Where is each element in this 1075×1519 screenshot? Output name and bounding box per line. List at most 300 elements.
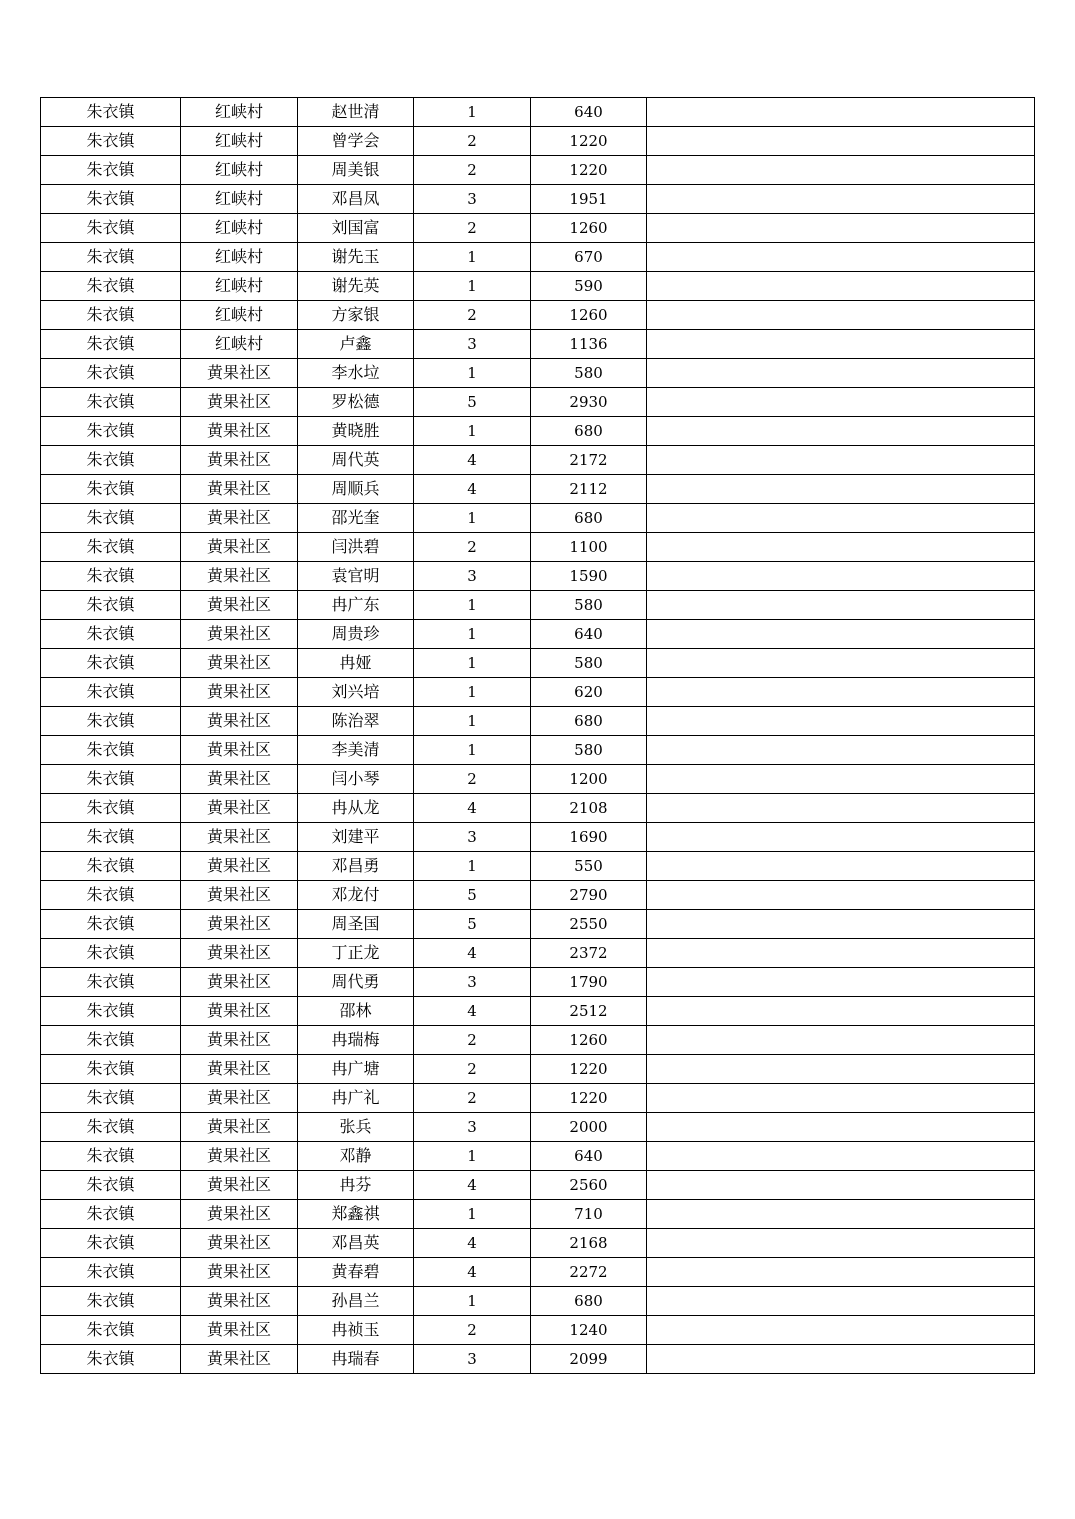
village-cell: 黄果社区 xyxy=(181,359,298,388)
table-row xyxy=(41,446,1035,475)
village-cell: 黄果社区 xyxy=(181,1258,298,1287)
remark-cell xyxy=(647,939,1035,968)
table-row xyxy=(41,1258,1035,1287)
amount-cell: 1220 xyxy=(531,1055,647,1084)
village-cell: 黄果社区 xyxy=(181,504,298,533)
town-cell: 朱衣镇 xyxy=(41,1200,181,1229)
amount-cell: 1790 xyxy=(531,968,647,997)
count-cell: 2 xyxy=(414,127,531,156)
town-cell: 朱衣镇 xyxy=(41,649,181,678)
count-cell: 2 xyxy=(414,1316,531,1345)
name-cell: 刘国富 xyxy=(298,214,414,243)
amount-cell: 640 xyxy=(531,1142,647,1171)
count-cell: 1 xyxy=(414,649,531,678)
remark-cell xyxy=(647,1026,1035,1055)
town-cell: 朱衣镇 xyxy=(41,1084,181,1113)
table-row xyxy=(41,504,1035,533)
remark-cell xyxy=(647,649,1035,678)
town-cell: 朱衣镇 xyxy=(41,98,181,127)
village-cell: 黄果社区 xyxy=(181,881,298,910)
remark-cell xyxy=(647,98,1035,127)
count-cell: 1 xyxy=(414,678,531,707)
remark-cell xyxy=(647,330,1035,359)
amount-cell: 2372 xyxy=(531,939,647,968)
table-row xyxy=(41,330,1035,359)
name-cell: 郑鑫祺 xyxy=(298,1200,414,1229)
table-row xyxy=(41,1229,1035,1258)
town-cell: 朱衣镇 xyxy=(41,1113,181,1142)
village-cell: 红峡村 xyxy=(181,272,298,301)
name-cell: 邓昌勇 xyxy=(298,852,414,881)
remark-cell xyxy=(647,881,1035,910)
remark-cell xyxy=(647,1287,1035,1316)
name-cell: 周贵珍 xyxy=(298,620,414,649)
village-cell: 黄果社区 xyxy=(181,446,298,475)
count-cell: 3 xyxy=(414,562,531,591)
amount-cell: 1220 xyxy=(531,127,647,156)
village-cell: 黄果社区 xyxy=(181,562,298,591)
table-row xyxy=(41,1200,1035,1229)
count-cell: 4 xyxy=(414,939,531,968)
village-cell: 黄果社区 xyxy=(181,678,298,707)
town-cell: 朱衣镇 xyxy=(41,272,181,301)
table-row xyxy=(41,881,1035,910)
amount-cell: 2272 xyxy=(531,1258,647,1287)
town-cell: 朱衣镇 xyxy=(41,1258,181,1287)
count-cell: 2 xyxy=(414,1026,531,1055)
table-row xyxy=(41,562,1035,591)
village-cell: 黄果社区 xyxy=(181,1171,298,1200)
count-cell: 4 xyxy=(414,1229,531,1258)
count-cell: 3 xyxy=(414,823,531,852)
name-cell: 闫小琴 xyxy=(298,765,414,794)
village-cell: 红峡村 xyxy=(181,301,298,330)
remark-cell xyxy=(647,765,1035,794)
amount-cell: 2512 xyxy=(531,997,647,1026)
town-cell: 朱衣镇 xyxy=(41,823,181,852)
amount-cell: 1240 xyxy=(531,1316,647,1345)
town-cell: 朱衣镇 xyxy=(41,1055,181,1084)
table-row xyxy=(41,1345,1035,1374)
amount-cell: 680 xyxy=(531,504,647,533)
count-cell: 1 xyxy=(414,736,531,765)
amount-cell: 620 xyxy=(531,678,647,707)
village-cell: 黄果社区 xyxy=(181,1142,298,1171)
amount-cell: 1260 xyxy=(531,1026,647,1055)
table-row xyxy=(41,910,1035,939)
name-cell: 冉祯玉 xyxy=(298,1316,414,1345)
amount-cell: 1220 xyxy=(531,156,647,185)
remark-cell xyxy=(647,388,1035,417)
amount-cell: 670 xyxy=(531,243,647,272)
name-cell: 冉广东 xyxy=(298,591,414,620)
table-row xyxy=(41,707,1035,736)
town-cell: 朱衣镇 xyxy=(41,504,181,533)
table-row xyxy=(41,272,1035,301)
name-cell: 黄春碧 xyxy=(298,1258,414,1287)
count-cell: 1 xyxy=(414,504,531,533)
name-cell: 孙昌兰 xyxy=(298,1287,414,1316)
town-cell: 朱衣镇 xyxy=(41,127,181,156)
table-row xyxy=(41,1316,1035,1345)
table-row xyxy=(41,156,1035,185)
town-cell: 朱衣镇 xyxy=(41,388,181,417)
count-cell: 4 xyxy=(414,1258,531,1287)
table-row xyxy=(41,533,1035,562)
table-row xyxy=(41,388,1035,417)
amount-cell: 2000 xyxy=(531,1113,647,1142)
village-cell: 黄果社区 xyxy=(181,968,298,997)
data-table xyxy=(40,97,1035,1374)
table-row xyxy=(41,939,1035,968)
remark-cell xyxy=(647,185,1035,214)
name-cell: 邓龙付 xyxy=(298,881,414,910)
remark-cell xyxy=(647,1258,1035,1287)
name-cell: 方家银 xyxy=(298,301,414,330)
name-cell: 周顺兵 xyxy=(298,475,414,504)
name-cell: 邓昌凤 xyxy=(298,185,414,214)
count-cell: 1 xyxy=(414,707,531,736)
count-cell: 1 xyxy=(414,417,531,446)
village-cell: 黄果社区 xyxy=(181,388,298,417)
remark-cell xyxy=(647,707,1035,736)
name-cell: 张兵 xyxy=(298,1113,414,1142)
amount-cell: 550 xyxy=(531,852,647,881)
name-cell: 赵世清 xyxy=(298,98,414,127)
name-cell: 刘建平 xyxy=(298,823,414,852)
remark-cell xyxy=(647,1316,1035,1345)
town-cell: 朱衣镇 xyxy=(41,968,181,997)
town-cell: 朱衣镇 xyxy=(41,475,181,504)
count-cell: 5 xyxy=(414,881,531,910)
amount-cell: 2172 xyxy=(531,446,647,475)
town-cell: 朱衣镇 xyxy=(41,243,181,272)
village-cell: 黄果社区 xyxy=(181,765,298,794)
name-cell: 丁正龙 xyxy=(298,939,414,968)
table-row xyxy=(41,417,1035,446)
table-row xyxy=(41,475,1035,504)
amount-cell: 580 xyxy=(531,359,647,388)
town-cell: 朱衣镇 xyxy=(41,678,181,707)
count-cell: 1 xyxy=(414,272,531,301)
amount-cell: 1200 xyxy=(531,765,647,794)
count-cell: 2 xyxy=(414,301,531,330)
count-cell: 1 xyxy=(414,591,531,620)
remark-cell xyxy=(647,1229,1035,1258)
remark-cell xyxy=(647,214,1035,243)
name-cell: 罗松德 xyxy=(298,388,414,417)
town-cell: 朱衣镇 xyxy=(41,446,181,475)
name-cell: 黄晓胜 xyxy=(298,417,414,446)
village-cell: 黄果社区 xyxy=(181,852,298,881)
remark-cell xyxy=(647,272,1035,301)
table-row xyxy=(41,127,1035,156)
remark-cell xyxy=(647,533,1035,562)
remark-cell xyxy=(647,1345,1035,1374)
town-cell: 朱衣镇 xyxy=(41,185,181,214)
name-cell: 邓静 xyxy=(298,1142,414,1171)
town-cell: 朱衣镇 xyxy=(41,794,181,823)
town-cell: 朱衣镇 xyxy=(41,1316,181,1345)
amount-cell: 590 xyxy=(531,272,647,301)
name-cell: 谢先玉 xyxy=(298,243,414,272)
village-cell: 红峡村 xyxy=(181,156,298,185)
table-row xyxy=(41,301,1035,330)
remark-cell xyxy=(647,678,1035,707)
amount-cell: 680 xyxy=(531,417,647,446)
village-cell: 黄果社区 xyxy=(181,707,298,736)
village-cell: 红峡村 xyxy=(181,185,298,214)
remark-cell xyxy=(647,620,1035,649)
amount-cell: 640 xyxy=(531,620,647,649)
remark-cell xyxy=(647,1142,1035,1171)
count-cell: 3 xyxy=(414,1345,531,1374)
remark-cell xyxy=(647,301,1035,330)
amount-cell: 1260 xyxy=(531,214,647,243)
amount-cell: 1590 xyxy=(531,562,647,591)
town-cell: 朱衣镇 xyxy=(41,156,181,185)
amount-cell: 580 xyxy=(531,649,647,678)
count-cell: 1 xyxy=(414,1200,531,1229)
count-cell: 4 xyxy=(414,794,531,823)
name-cell: 陈治翠 xyxy=(298,707,414,736)
remark-cell xyxy=(647,968,1035,997)
town-cell: 朱衣镇 xyxy=(41,562,181,591)
village-cell: 黄果社区 xyxy=(181,736,298,765)
town-cell: 朱衣镇 xyxy=(41,533,181,562)
name-cell: 邵光奎 xyxy=(298,504,414,533)
count-cell: 4 xyxy=(414,1171,531,1200)
town-cell: 朱衣镇 xyxy=(41,765,181,794)
table-row xyxy=(41,1113,1035,1142)
remark-cell xyxy=(647,1084,1035,1113)
village-cell: 红峡村 xyxy=(181,127,298,156)
name-cell: 刘兴培 xyxy=(298,678,414,707)
town-cell: 朱衣镇 xyxy=(41,620,181,649)
amount-cell: 1136 xyxy=(531,330,647,359)
table-row xyxy=(41,359,1035,388)
village-cell: 黄果社区 xyxy=(181,939,298,968)
table-row xyxy=(41,591,1035,620)
remark-cell xyxy=(647,794,1035,823)
name-cell: 周代勇 xyxy=(298,968,414,997)
town-cell: 朱衣镇 xyxy=(41,997,181,1026)
town-cell: 朱衣镇 xyxy=(41,1171,181,1200)
town-cell: 朱衣镇 xyxy=(41,852,181,881)
village-cell: 红峡村 xyxy=(181,243,298,272)
amount-cell: 1690 xyxy=(531,823,647,852)
amount-cell: 2930 xyxy=(531,388,647,417)
table-row xyxy=(41,1287,1035,1316)
table-row xyxy=(41,243,1035,272)
table-row xyxy=(41,185,1035,214)
amount-cell: 680 xyxy=(531,707,647,736)
town-cell: 朱衣镇 xyxy=(41,707,181,736)
remark-cell xyxy=(647,591,1035,620)
count-cell: 4 xyxy=(414,475,531,504)
remark-cell xyxy=(647,127,1035,156)
count-cell: 5 xyxy=(414,910,531,939)
village-cell: 黄果社区 xyxy=(181,1229,298,1258)
town-cell: 朱衣镇 xyxy=(41,591,181,620)
remark-cell xyxy=(647,852,1035,881)
remark-cell xyxy=(647,910,1035,939)
name-cell: 邓昌英 xyxy=(298,1229,414,1258)
name-cell: 冉瑞梅 xyxy=(298,1026,414,1055)
village-cell: 红峡村 xyxy=(181,98,298,127)
table-row xyxy=(41,649,1035,678)
name-cell: 谢先英 xyxy=(298,272,414,301)
count-cell: 2 xyxy=(414,765,531,794)
remark-cell xyxy=(647,823,1035,852)
document-page xyxy=(40,97,1034,1374)
table-row xyxy=(41,968,1035,997)
name-cell: 袁官明 xyxy=(298,562,414,591)
amount-cell: 580 xyxy=(531,591,647,620)
village-cell: 黄果社区 xyxy=(181,1113,298,1142)
table-row xyxy=(41,1171,1035,1200)
village-cell: 黄果社区 xyxy=(181,1026,298,1055)
count-cell: 1 xyxy=(414,1287,531,1316)
village-cell: 黄果社区 xyxy=(181,620,298,649)
town-cell: 朱衣镇 xyxy=(41,1229,181,1258)
village-cell: 黄果社区 xyxy=(181,591,298,620)
count-cell: 1 xyxy=(414,243,531,272)
remark-cell xyxy=(647,156,1035,185)
remark-cell xyxy=(647,504,1035,533)
town-cell: 朱衣镇 xyxy=(41,1287,181,1316)
village-cell: 黄果社区 xyxy=(181,533,298,562)
village-cell: 黄果社区 xyxy=(181,1287,298,1316)
count-cell: 2 xyxy=(414,1084,531,1113)
count-cell: 2 xyxy=(414,1055,531,1084)
amount-cell: 1220 xyxy=(531,1084,647,1113)
amount-cell: 2112 xyxy=(531,475,647,504)
remark-cell xyxy=(647,997,1035,1026)
village-cell: 黄果社区 xyxy=(181,417,298,446)
village-cell: 黄果社区 xyxy=(181,1084,298,1113)
table-row xyxy=(41,997,1035,1026)
table-row xyxy=(41,794,1035,823)
name-cell: 冉瑞春 xyxy=(298,1345,414,1374)
table-row xyxy=(41,1142,1035,1171)
table-row xyxy=(41,620,1035,649)
village-cell: 黄果社区 xyxy=(181,475,298,504)
town-cell: 朱衣镇 xyxy=(41,736,181,765)
village-cell: 黄果社区 xyxy=(181,794,298,823)
name-cell: 周代英 xyxy=(298,446,414,475)
village-cell: 黄果社区 xyxy=(181,997,298,1026)
amount-cell: 580 xyxy=(531,736,647,765)
village-cell: 黄果社区 xyxy=(181,823,298,852)
remark-cell xyxy=(647,1200,1035,1229)
remark-cell xyxy=(647,1171,1035,1200)
name-cell: 冉芬 xyxy=(298,1171,414,1200)
amount-cell: 2560 xyxy=(531,1171,647,1200)
amount-cell: 2168 xyxy=(531,1229,647,1258)
count-cell: 3 xyxy=(414,1113,531,1142)
remark-cell xyxy=(647,359,1035,388)
amount-cell: 680 xyxy=(531,1287,647,1316)
amount-cell: 2108 xyxy=(531,794,647,823)
name-cell: 冉娅 xyxy=(298,649,414,678)
amount-cell: 1100 xyxy=(531,533,647,562)
count-cell: 3 xyxy=(414,330,531,359)
remark-cell xyxy=(647,446,1035,475)
remark-cell xyxy=(647,475,1035,504)
amount-cell: 2550 xyxy=(531,910,647,939)
count-cell: 4 xyxy=(414,997,531,1026)
town-cell: 朱衣镇 xyxy=(41,1026,181,1055)
town-cell: 朱衣镇 xyxy=(41,1142,181,1171)
name-cell: 闫洪碧 xyxy=(298,533,414,562)
name-cell: 周圣国 xyxy=(298,910,414,939)
count-cell: 5 xyxy=(414,388,531,417)
remark-cell xyxy=(647,562,1035,591)
table-row xyxy=(41,823,1035,852)
count-cell: 2 xyxy=(414,214,531,243)
name-cell: 冉广礼 xyxy=(298,1084,414,1113)
remark-cell xyxy=(647,417,1035,446)
amount-cell: 2790 xyxy=(531,881,647,910)
town-cell: 朱衣镇 xyxy=(41,301,181,330)
amount-cell: 710 xyxy=(531,1200,647,1229)
amount-cell: 2099 xyxy=(531,1345,647,1374)
town-cell: 朱衣镇 xyxy=(41,910,181,939)
name-cell: 曾学会 xyxy=(298,127,414,156)
village-cell: 黄果社区 xyxy=(181,1200,298,1229)
table-row xyxy=(41,736,1035,765)
table-body xyxy=(41,98,1035,1374)
village-cell: 红峡村 xyxy=(181,214,298,243)
remark-cell xyxy=(647,736,1035,765)
village-cell: 黄果社区 xyxy=(181,1345,298,1374)
remark-cell xyxy=(647,1113,1035,1142)
count-cell: 2 xyxy=(414,156,531,185)
table-row xyxy=(41,1055,1035,1084)
town-cell: 朱衣镇 xyxy=(41,939,181,968)
town-cell: 朱衣镇 xyxy=(41,359,181,388)
table-row xyxy=(41,852,1035,881)
name-cell: 卢鑫 xyxy=(298,330,414,359)
name-cell: 李水垃 xyxy=(298,359,414,388)
table-row xyxy=(41,214,1035,243)
count-cell: 3 xyxy=(414,185,531,214)
remark-cell xyxy=(647,1055,1035,1084)
village-cell: 黄果社区 xyxy=(181,1055,298,1084)
name-cell: 冉广塘 xyxy=(298,1055,414,1084)
village-cell: 黄果社区 xyxy=(181,649,298,678)
amount-cell: 640 xyxy=(531,98,647,127)
town-cell: 朱衣镇 xyxy=(41,214,181,243)
amount-cell: 1951 xyxy=(531,185,647,214)
village-cell: 黄果社区 xyxy=(181,1316,298,1345)
table-row xyxy=(41,1026,1035,1055)
count-cell: 1 xyxy=(414,852,531,881)
count-cell: 1 xyxy=(414,359,531,388)
count-cell: 3 xyxy=(414,968,531,997)
remark-cell xyxy=(647,243,1035,272)
table-row xyxy=(41,678,1035,707)
table-row xyxy=(41,1084,1035,1113)
table-row xyxy=(41,765,1035,794)
count-cell: 1 xyxy=(414,620,531,649)
town-cell: 朱衣镇 xyxy=(41,330,181,359)
name-cell: 邵林 xyxy=(298,997,414,1026)
village-cell: 红峡村 xyxy=(181,330,298,359)
town-cell: 朱衣镇 xyxy=(41,881,181,910)
name-cell: 冉从龙 xyxy=(298,794,414,823)
